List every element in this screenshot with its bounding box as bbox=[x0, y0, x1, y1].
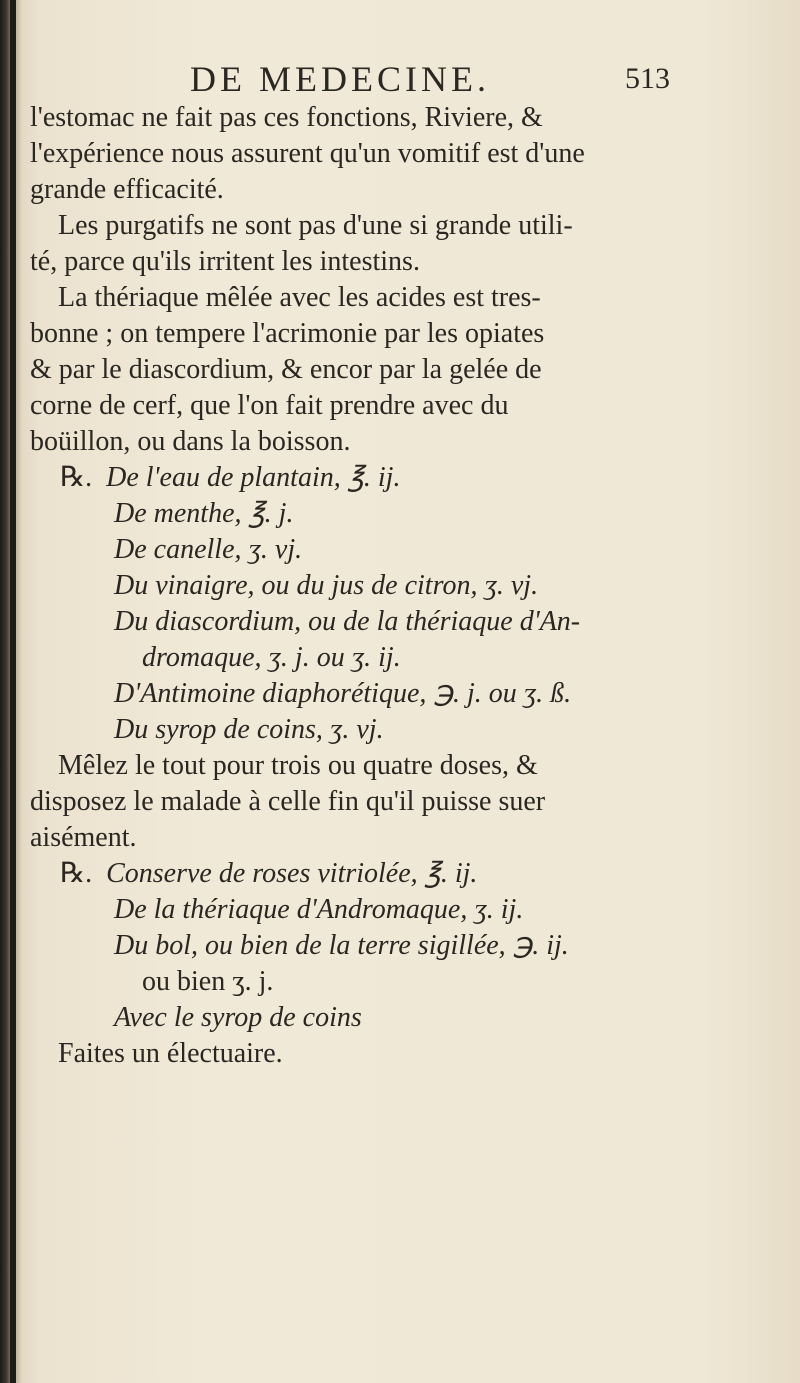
text-line: l'expérience nous assurent qu'un vomitif est d'une bbox=[30, 138, 585, 169]
text-line: boüillon, ou dans la boisson. bbox=[30, 426, 351, 457]
recipe-item: D'Antimoine diaphorétique, ℈. j. ou ʒ. ß. bbox=[114, 678, 572, 709]
text-line: bonne ; on tempere l'acrimonie par les opiates bbox=[30, 318, 545, 349]
text-line: & par le diascordium, & encor par la gelée de bbox=[30, 354, 542, 385]
page-text bbox=[30, 100, 650, 1072]
recipe-item: Du syrop de coins, ʒ. vj. bbox=[114, 714, 384, 745]
book-spine-edge bbox=[10, 0, 16, 1383]
recipe-item: Du diascordium, ou de la thériaque d'An- bbox=[114, 606, 581, 637]
recipe-item: ou bien ʒ. j. bbox=[142, 966, 274, 997]
text-line: grande efficacité. bbox=[30, 174, 224, 205]
page-header bbox=[190, 58, 670, 102]
recipe-item: De canelle, ʒ. vj. bbox=[114, 534, 303, 565]
text-line: disposez le malade à celle fin qu'il puisse suer bbox=[30, 786, 546, 817]
recipe-item: dromaque, ʒ. j. ou ʒ. ij. bbox=[142, 642, 401, 673]
recipe-item: Conserve de roses vitriolée, ℥. ij. bbox=[106, 858, 478, 889]
text-line: Mêlez le tout pour trois ou quatre doses, & bbox=[58, 750, 538, 781]
text-line: corne de cerf, que l'on fait prendre avec du bbox=[30, 390, 509, 421]
recipe-item: Avec le syrop de coins bbox=[114, 1002, 362, 1033]
running-head: DE MEDECINE. bbox=[190, 59, 490, 99]
recipe-item: De l'eau de plantain, ℥. ij. bbox=[106, 462, 401, 493]
recipe-symbol: ℞. bbox=[60, 858, 93, 889]
text-line: La thériaque mêlée avec les acides est tres- bbox=[58, 282, 541, 313]
text-line: l'estomac ne fait pas ces fonctions, Riviere, & bbox=[30, 102, 543, 133]
text-line: aisément. bbox=[30, 822, 137, 853]
recipe-symbol: ℞. bbox=[60, 462, 93, 493]
text-line: Les purgatifs ne sont pas d'une si grande utili- bbox=[58, 210, 573, 241]
recipe-item: De la thériaque d'Andromaque, ʒ. ij. bbox=[114, 894, 524, 925]
text-line: té, parce qu'ils irritent les intestins. bbox=[30, 246, 420, 277]
page-number: 513 bbox=[625, 62, 670, 95]
recipe-item: Du vinaigre, ou du jus de citron, ʒ. vj. bbox=[114, 570, 539, 601]
recipe-item: Du bol, ou bien de la terre sigillée, ℈. ij. bbox=[114, 930, 569, 961]
recipe-line bbox=[30, 460, 650, 496]
recipe-item: De menthe, ℥. j. bbox=[114, 498, 294, 529]
recipe-line bbox=[30, 856, 650, 892]
text-line: Faites un électuaire. bbox=[58, 1038, 283, 1069]
